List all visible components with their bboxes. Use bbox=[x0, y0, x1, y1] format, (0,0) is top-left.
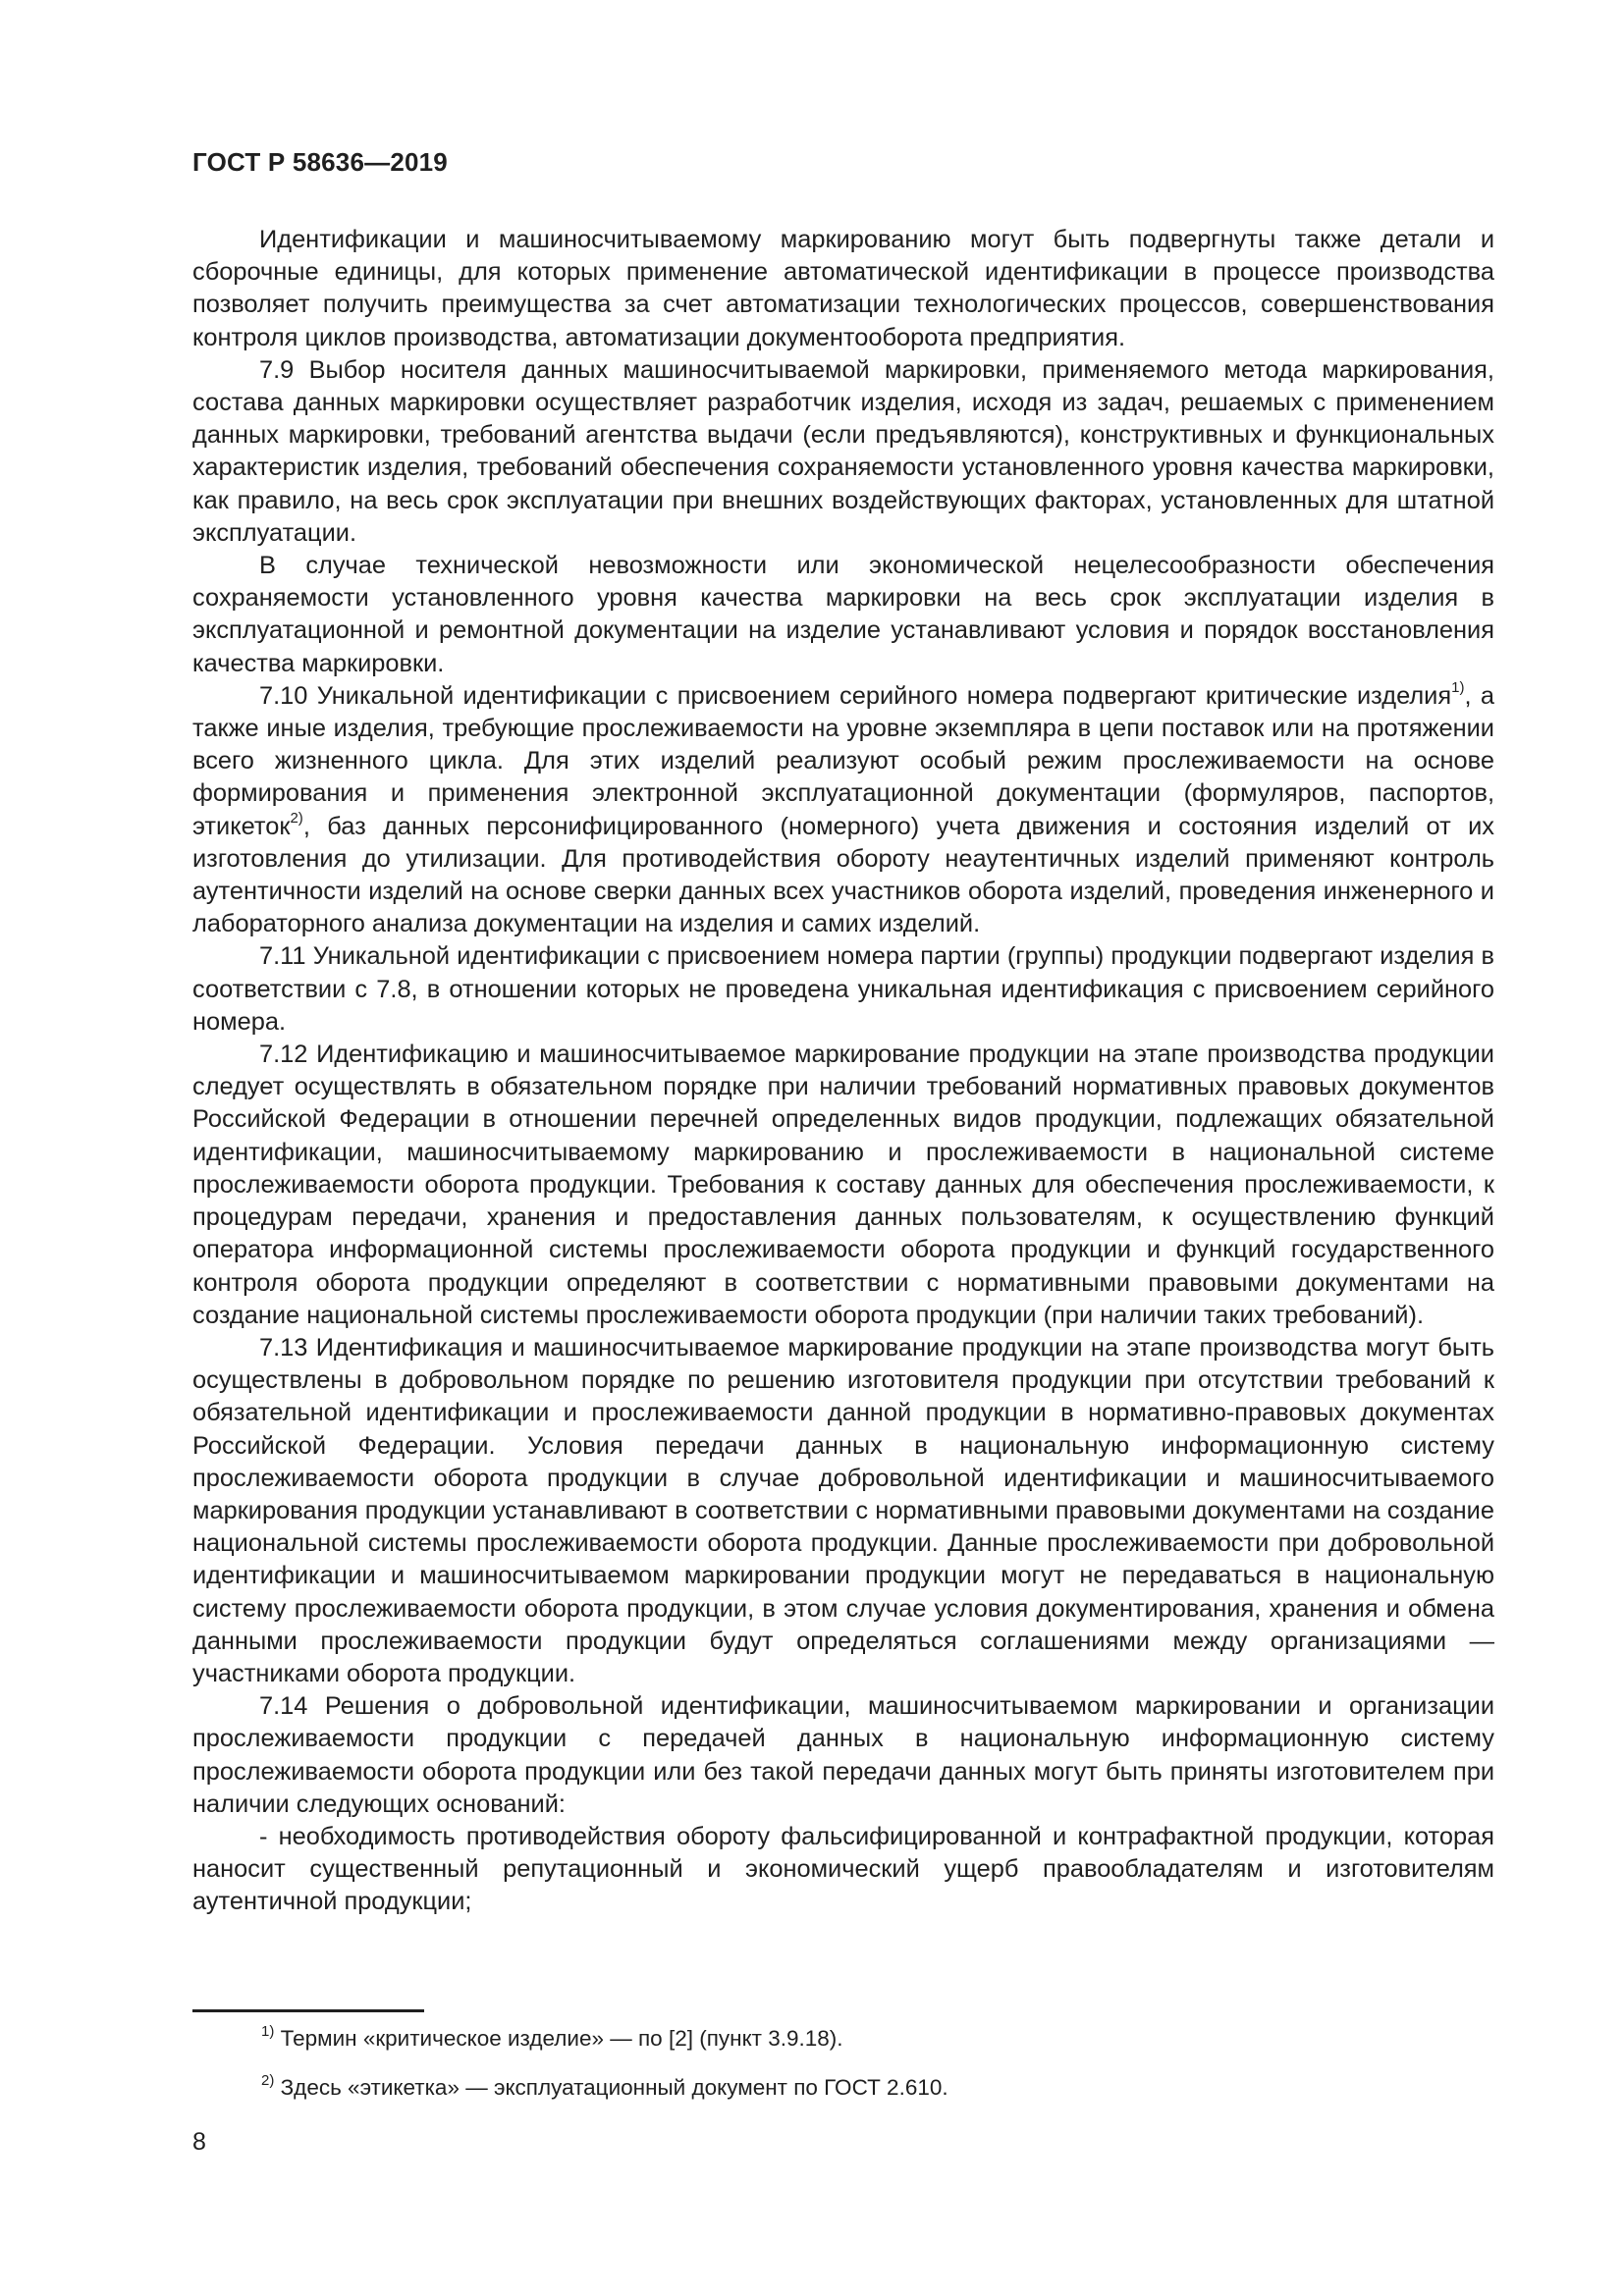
footnote-marker-1: 1) bbox=[261, 2022, 275, 2040]
footnote-separator bbox=[192, 2009, 424, 2012]
paragraph-7-9: 7.9 Выбор носителя данных машиносчитываемой маркировки, применяемого метода маркирования, состава данных маркировки осуществляет разработчик изделия, исходя из задач, решаемых с применением данных маркировки, требований агентства выдачи (если предъявляются), конструктивных и функциональных характеристик изделия, требований обеспечения сохраняемости установленного уровня качества маркировки, как правило, на весь срок эксплуатации при внешних воздействующих факторах, установленных для штатной эксплуатации. bbox=[192, 355, 1494, 547]
footnotes bbox=[261, 2024, 1489, 2122]
footnote-text-1: Термин «критическое изделие» — по [2] (пункт 3.9.18). bbox=[274, 2026, 843, 2051]
paragraph-7-10-part-3: , баз данных персонифицированного (номерного) учета движения и состояния изделий от их изготовления до утилизации. Для противодействия обороту неаутентичных изделий применяют контроль аутентичности изделий на основе сверки данных всех участников оборота изделий, проведения инженерного и лабораторного анализа документации на изделия и самих изделий. bbox=[192, 812, 1494, 938]
paragraph-parts-identification: Идентификации и машиносчитываемому маркированию могут быть подвергнуты также детали и сборочные единицы, для которых применение автоматической идентификации в процессе производства позволяет получить преимущества за счет автоматизации технологических процессов, совершенствования контроля циклов производства, автоматизации документооборота предприятия. bbox=[192, 226, 1494, 351]
footnote-ref-1: 1) bbox=[1451, 679, 1465, 697]
footnote-marker-2: 2) bbox=[261, 2071, 275, 2089]
paragraph-technical-impossibility: В случае технической невозможности или экономической нецелесообразности обеспечения сохраняемости установленного уровня качества маркировки на весь срок эксплуатации изделия в эксплуатационной и ремонтной документации на изделие устанавливают условия и порядок восстановления качества маркировки. bbox=[192, 552, 1494, 677]
paragraph-7-10-part-2: , а также иные изделия, требующие прослеживаемости на уровне экземпляра в цепи поставок или на протяжении всего жизненного цикла. Для этих изделий реализуют особый режим прослеживаемости на основе формирования и применения электронной эксплуатационной документации (формуляров, паспортов, этикеток bbox=[192, 681, 1495, 840]
document-header: ГОСТ Р 58636—2019 bbox=[192, 147, 448, 177]
paragraph-7-13: 7.13 Идентификация и машиносчитываемое маркирование продукции на этапе производства могут быть осуществлены в добровольном порядке по решению изготовителя продукции при отсутствии требований к обязательной идентификации и прослеживаемости данной продукции в нормативно-правовых документах Российской Федерации. Условия передачи данных в национальную информационную систему прослеживаемости оборота продукции в случае добровольной идентификации и машиносчитываемого маркирования продукции устанавливают в соответствии с нормативными правовыми документами на создание национальной системы прослеживаемости оборота продукции. Данные прослеживаемости при добровольной идентификации и машиносчитываемом маркировании продукции могут не передаваться в национальную систему прослеживаемости оборота продукции, в этом случае условия документирования, хранения и обмена данными прослеживаемости продукции будут определяться соглашениями между организациями — участниками оборота продукции. bbox=[192, 1333, 1494, 1687]
footnote-ref-2: 2) bbox=[290, 810, 303, 828]
paragraph-7-11: 7.11 Уникальной идентификации с присвоением номера партии (группы) продукции подвергают изделия в соответствии с 7.8, в отношении которых не проведена уникальная идентификация с присвоением серийного номера. bbox=[192, 942, 1494, 1036]
paragraph-7-12: 7.12 Идентификацию и машиносчитываемое маркирование продукции на этапе производства продукции следует осуществлять в обязательном порядке при наличии требований нормативных правовых документов Российской Федерации в отношении перечней определенных видов продукции, подлежащих обязательной идентификации, машиносчитываемому маркированию и прослеживаемости в национальной системе прослеживаемости оборота продукции. Требования к составу данных для обеспечения прослеживаемости, к процедурам передачи, хранения и предоставления данных пользователям, к осуществлению функций оператора информационной системы прослеживаемости оборота продукции и функций государственного контроля оборота продукции определяют в соответствии с нормативными правовыми документами на создание национальной системы прослеживаемости оборота продукции (при наличии таких требований). bbox=[192, 1041, 1494, 1329]
footnote-1 bbox=[261, 2024, 1489, 2053]
footnote-text-2: Здесь «этикетка» — эксплуатационный документ по ГОСТ 2.610. bbox=[274, 2075, 948, 2100]
paragraph-7-10-part-1: 7.10 Уникальной идентификации с присвоением серийного номера подвергают критические изделия bbox=[259, 681, 1452, 710]
paragraph-7-10 bbox=[192, 680, 1494, 941]
paragraph-7-14: 7.14 Решения о добровольной идентификации, машиносчитываемом маркировании и организации прослеживаемости продукции с передачей данных в национальную информационную систему прослеживаемости оборота продукции или без такой передачи данных могут быть приняты изготовителем при наличии следующих оснований: bbox=[192, 1692, 1494, 1818]
body-text bbox=[192, 224, 1494, 1919]
list-item-counterfeit: - необходимость противодействия обороту фальсифицированной и контрафактной продукции, которая наносит существенный репутационный и экономический ущерб правообладателям и изготовителям аутентичной продукции; bbox=[192, 1822, 1494, 1916]
page-number: 8 bbox=[192, 2128, 206, 2156]
footnote-2 bbox=[261, 2073, 1489, 2102]
